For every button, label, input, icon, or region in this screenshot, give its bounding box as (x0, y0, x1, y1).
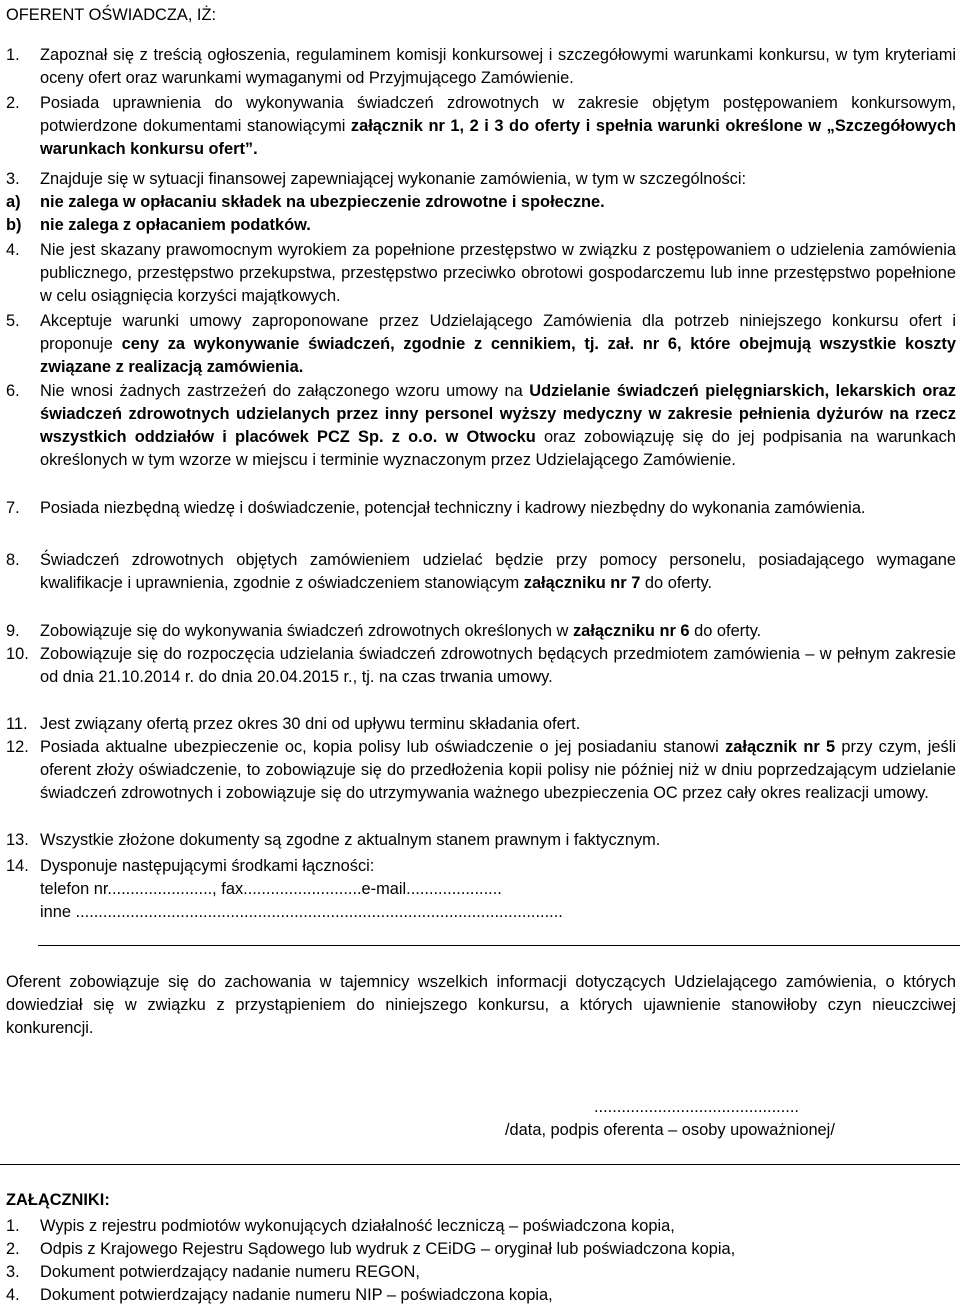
sub-letter: b) (6, 216, 22, 234)
statement-text: Zobowiązuje się do wykonywania świadczeń zdrowotnych określonych w załączniku nr 6 do oferty. (40, 622, 762, 640)
attachment-number: 4. (6, 1286, 20, 1304)
statement-emphasis: załącznik nr 1, 2 i 3 do oferty i spełnia warunki określone w „Szczegółowych warunkach konkursu ofert”. (40, 117, 956, 158)
statement-emphasis: załączniku nr 6 (572, 622, 690, 640)
statement-emphasis: załączniku nr 7 (523, 574, 641, 592)
statement-3 (6, 168, 956, 191)
statement-text: Zobowiązuje się do rozpoczęcia udzielania świadczeń zdrowotnych będących przedmiotem zamówienia – w pełnym zakresie od dnia 21.10.2014 r. do dnia 20.04.2015 r., tj. na czas trwania umowy. (40, 645, 956, 686)
attachment-number: 2. (6, 1240, 20, 1258)
statement-number: 12. (6, 738, 29, 756)
sub-text: nie zalega w opłacaniu składek na ubezpieczenie zdrowotne i społeczne. (40, 193, 605, 211)
statement-text: Znajduje się w sytuacji finansowej zapewniającej wykonanie zamówienia, w tym w szczególności: (40, 170, 747, 188)
statement-number: 9. (6, 622, 20, 640)
statement-text: Świadczeń zdrowotnych objętych zamówieniem udzielać będzie przy pomocy personelu, posiadającego wymagane kwalifikacje i uprawnienia, zgodnie z oświadczeniem stanowiącym załączniku nr 7 do oferty. (40, 551, 956, 592)
other-contact-line: inne ........................................................................................................... (40, 903, 563, 921)
phone-fax-email-line: telefon nr......................., fax..........................e-mail..................... (40, 880, 502, 898)
statement-6 (6, 380, 956, 472)
sub-letter: a) (6, 193, 21, 211)
statement-4 (6, 239, 956, 308)
statement-3a (6, 191, 956, 214)
sub-text: nie zalega z opłacaniem podatków. (40, 216, 311, 234)
attachment-2 (6, 1238, 956, 1261)
attachment-text: Odpis z Krajowego Rejestru Sądowego lub wydruk z CEiDG – oryginał lub poświadczona kopia, (40, 1240, 736, 1258)
statement-text: Nie wnosi żadnych zastrzeżeń do załączonego wzoru umowy na Udzielanie świadczeń pielęgniarskich, lekarskich oraz świadczeń zdrowotnych udzielanych przez inny personel wyższy medyczny w zakresie pełnienia dyżurów na rzecz wszystkich oddziałów i placówek PCZ Sp. z o.o. w Otwocku oraz zobowiązuję się do jej podpisania na warunkach określonych w tym wzorze w miejscu i terminie wyznaczonym przez Udzielającego Zamówienie. (40, 382, 956, 469)
statement-1 (6, 44, 956, 90)
statement-number: 2. (6, 94, 20, 112)
statement-emphasis: Udzielanie świadczeń pielęgniarskich, lekarskich oraz świadczeń zdrowotnych udzielanych przez inny personel wyższy medyczny w zakresie pełnienia dyżurów na rzecz wszystkich oddziałów i placówek PCZ Sp. z o.o. w Otwocku (40, 382, 956, 446)
statement-9 (6, 620, 956, 643)
statement-text: Jest związany ofertą przez okres 30 dni od upływu terminu składania ofert. (40, 715, 581, 733)
statement-number: 8. (6, 551, 20, 569)
statement-text: Wszystkie złożone dokumenty są zgodne z aktualnym stanem prawnym i faktycznym. (40, 831, 661, 849)
statement-text: Zapoznał się z treścią ogłoszenia, regulaminem komisji konkursowej i szczegółowymi warunkami konkursu, w tym kryteriami oceny ofert oraz warunkami wymaganymi od Przyjmującego Zamówienie. (40, 46, 956, 87)
statement-number: 4. (6, 241, 20, 259)
section-divider (0, 1164, 960, 1165)
attachment-text: Dokument potwierdzający nadanie numeru NIP – poświadczona kopia, (40, 1286, 553, 1304)
statement-5 (6, 310, 956, 379)
attachment-3 (6, 1261, 956, 1284)
statement-number: 5. (6, 312, 20, 330)
attachment-number: 1. (6, 1217, 20, 1235)
statement-number: 13. (6, 831, 29, 849)
statement-text: Akceptuje warunki umowy zaproponowane przez Udzielającego Zamówienia dla potrzeb niniejszego konkursu ofert i proponuje ceny za wykonywanie świadczeń, zgodnie z cennikiem, tj. zał. nr 6, które obejmują wszystkie koszty związane z realizacją zamówienia. (40, 312, 956, 376)
statement-13 (6, 829, 956, 852)
statement-text: Dysponuje następującymi środkami łączności: (40, 857, 375, 875)
attachments-heading: ZAŁĄCZNIKI: (6, 1191, 110, 1209)
declaration-title: OFERENT OŚWIADCZA, IŻ: (6, 6, 217, 24)
separator-line (38, 945, 960, 946)
attachment-1 (6, 1215, 956, 1238)
statement-text: Nie jest skazany prawomocnym wyrokiem za popełnione przestępstwo w związku z postępowaniem o udzielenia zamówienia publicznego, przestępstwo przekupstwa, przestępstwo przeciwko obrotowi gospodarczemu lub inne przestępstwo popełnione w celu osiągnięcia korzyści majątkowych. (40, 241, 956, 305)
statement-number: 6. (6, 382, 20, 400)
statement-11 (6, 713, 956, 736)
statement-text: Posiada aktualne ubezpieczenie oc, kopia polisy lub oświadczenie o jej posiadaniu stanowi załącznik nr 5 przy czym, jeśli oferent złoży oświadczenie, to zobowiązuje się do przedłożenia kopii polisy nie później niż w dniu poprzedzającym udzielanie świadczeń zdrowotnych i zobowiązuje się do utrzymywania ważnego ubezpieczenia OC przez cały okres realizacji umowy. (40, 738, 957, 802)
statement-number: 11. (6, 715, 28, 733)
signature-dots: ............................................. (594, 1098, 799, 1116)
signature-caption: /data, podpis oferenta – osoby upoważnionej/ (505, 1121, 835, 1139)
statement-number: 7. (6, 499, 20, 517)
attachment-text: Wypis z rejestru podmiotów wykonujących działalność leczniczą – poświadczona kopia, (40, 1217, 675, 1235)
confidentiality-clause: Oferent zobowiązuje się do zachowania w tajemnicy wszelkich informacji dotyczących Udzielającego zamówienia, o których dowiedział się w związku z przystąpieniem do niniejszego konkursu, a których ujawnienie stanowiłoby czyn nieuczciwej konkurencji. (6, 973, 956, 1037)
statement-12 (6, 736, 956, 805)
statement-8 (6, 549, 956, 595)
statement-number: 1. (6, 46, 20, 64)
statement-emphasis: załącznik nr 5 (725, 738, 836, 756)
statement-7 (6, 497, 956, 520)
statement-number: 10. (6, 645, 29, 663)
statement-10 (6, 643, 956, 689)
statement-3b (6, 214, 956, 237)
attachment-text: Dokument potwierdzający nadanie numeru REGON, (40, 1263, 420, 1281)
statement-number: 14. (6, 857, 29, 875)
attachment-number: 3. (6, 1263, 20, 1281)
statement-emphasis: ceny za wykonywanie świadczeń, zgodnie z cennikiem, tj. zał. nr 6, które obejmują wszystkie koszty związane z realizacją zamówienia. (40, 335, 956, 376)
attachment-4 (6, 1284, 956, 1307)
statement-number: 3. (6, 170, 20, 188)
statement-text: Posiada uprawnienia do wykonywania świadczeń zdrowotnych w zakresie objętym postępowaniem konkursowym, potwierdzone dokumentami stanowiącymi załącznik nr 1, 2 i 3 do oferty i spełnia warunki określone w „Szczegółowych warunkach konkursu ofert”. (40, 94, 956, 158)
statement-14 (6, 855, 956, 924)
statement-2 (6, 92, 956, 161)
statement-text: Posiada niezbędną wiedzę i doświadczenie, potencjał techniczny i kadrowy niezbędny do wykonania zamówienia. (40, 499, 866, 517)
